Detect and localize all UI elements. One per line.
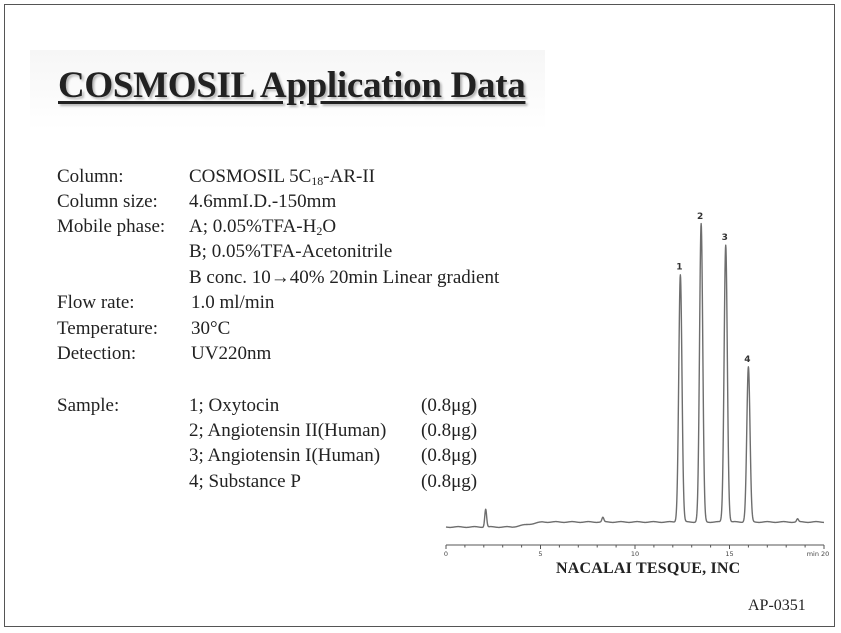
chromatogram-trace	[446, 224, 824, 528]
sample-amount: (0.8μg)	[421, 471, 478, 492]
temperature-value: 30°C	[191, 318, 231, 339]
column-value-suffix: -AR-II	[323, 166, 375, 187]
detection-value: UV220nm	[191, 343, 272, 364]
column-value-prefix: COSMOSIL 5C	[189, 166, 312, 187]
mobile-phase-b: B; 0.05%TFA-Acetonitrile	[189, 241, 393, 262]
mobile-phase-a-prefix: A; 0.05%TFA-H	[189, 216, 317, 237]
detection-label: Detection:	[57, 343, 137, 364]
x-tick-label: 5	[538, 550, 543, 558]
sample-amount: (0.8μg)	[421, 445, 478, 466]
peak-label: 4	[744, 355, 751, 366]
column-value	[189, 166, 375, 188]
x-tick-label: 15	[725, 550, 734, 558]
chromatogram-chart	[440, 200, 832, 560]
mobile-phase-a	[189, 216, 336, 238]
column-size-label: Column size:	[57, 191, 158, 212]
sample-name: 2; Angiotensin II(Human)	[189, 420, 387, 441]
peak-label: 2	[697, 212, 704, 222]
sample-name: 4; Substance P	[189, 471, 301, 492]
x-tick-label: min 20	[806, 550, 830, 558]
x-tick-label: 0	[443, 550, 449, 558]
sample-label: Sample:	[57, 395, 120, 416]
document-code: AP-0351	[748, 597, 806, 614]
sample-amount: (0.8μg)	[421, 420, 478, 441]
mobile-phase-label: Mobile phase:	[57, 216, 166, 237]
sample-amount: (0.8μg)	[421, 395, 478, 416]
column-value-sub: 18	[311, 174, 324, 188]
sample-name: 3; Angiotensin I(Human)	[189, 445, 381, 466]
peak-label: 1	[676, 262, 683, 273]
flow-rate-value: 1.0 ml/min	[191, 292, 275, 313]
gradient-value: B conc. 10→40% 20min Linear gradient	[189, 267, 500, 288]
peak-label: 3	[721, 232, 728, 243]
sample-name: 1; Oxytocin	[189, 395, 280, 416]
flow-rate-label: Flow rate:	[57, 292, 135, 313]
page-title: COSMOSIL Application Data	[58, 65, 526, 106]
mobile-phase-a-sub: 2	[316, 224, 323, 238]
column-size-value: 4.6mmI.D.-150mm	[189, 191, 337, 212]
mobile-phase-a-suffix: O	[322, 216, 337, 237]
x-tick-label: 10	[630, 550, 640, 558]
company-name: NACALAI TESQUE, INC	[556, 560, 741, 577]
column-label: Column:	[57, 166, 124, 187]
temperature-label: Temperature:	[57, 318, 159, 339]
